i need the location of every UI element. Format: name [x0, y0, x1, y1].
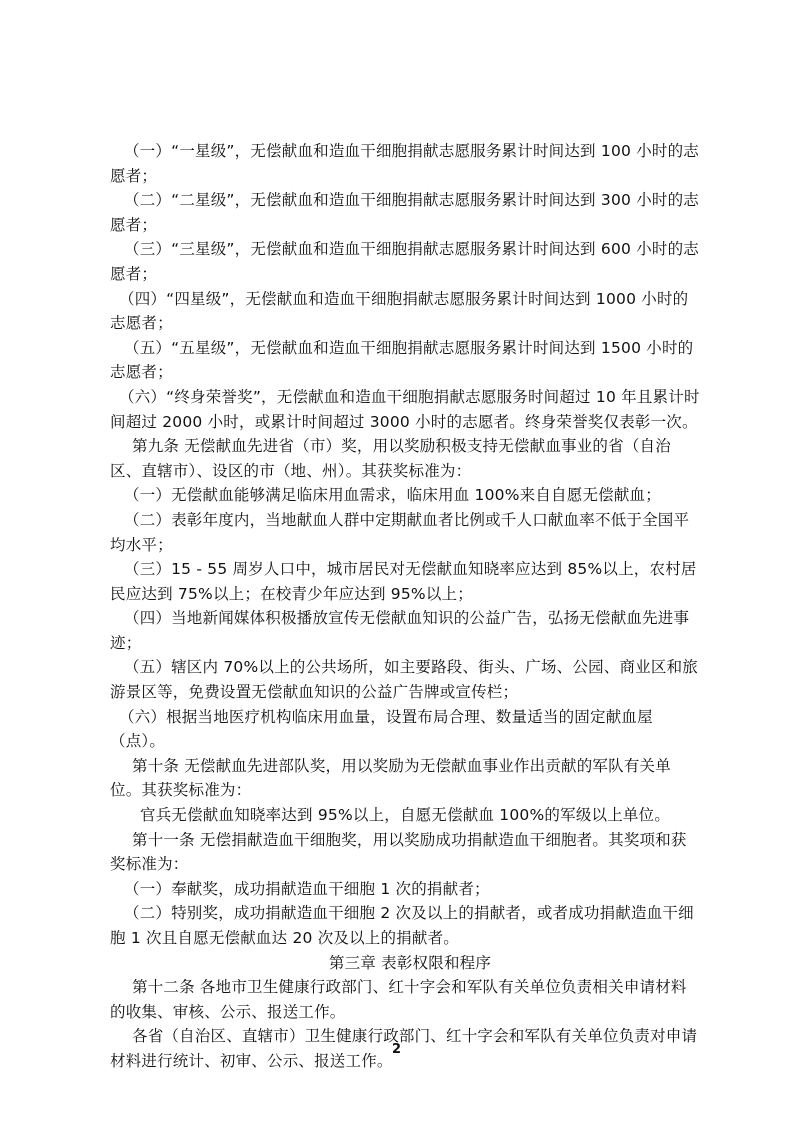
page-number: 2: [391, 1042, 402, 1057]
paragraph: （五）辖区内 70%以上的公共场所，如主要路段、街头、广场、公园、商业区和旅游景区等，免费设置无偿献血知识的公益广告牌或宣传栏；: [110, 658, 698, 702]
paragraph: （一）“一星级”，无偿献血和造血干细胞捐献志愿服务累计时间达到 100 小时的志愿者；: [110, 142, 700, 185]
paragraph: 第九条 无偿献血先进省（市）奖，用以奖励积极支持无偿献血事业的省（自治区、直辖市）、设区的市（地、州）。其获奖标准为：: [110, 437, 671, 480]
paragraph: 各省（自治区、直辖市）卫生健康行政部门、红十字会和军队有关单位负责对申请材料进行统计、初审、公示、报送工作。: [110, 1027, 698, 1070]
paragraph: （二）特别奖，成功捐献造血干细胞 2 次及以上的捐献者，或者成功捐献造血干细胞 1 次且自愿无偿献血达 20 次及以上的捐献者。: [110, 904, 694, 947]
document-body: [110, 139, 700, 1074]
paragraph: （四）“四星级”，无偿献血和造血干细胞捐献志愿服务累计时间达到 1000 小时的志愿者；: [110, 289, 689, 333]
paragraph: （三）15 - 55 周岁人口中，城市居民对无偿献血知晓率应达到 85%以上，农村居民应达到 75%以上；在校青少年应达到 95%以上；: [110, 560, 697, 603]
paragraph: （二）表彰年度内，当地献血人群中定期献血者比例或千人口献血率不低于全国平均水平；: [110, 510, 690, 554]
chapter-title: 第三章 表彰权限和程序: [328, 953, 492, 972]
paragraph: （五）“五星级”，无偿献血和造血干细胞捐献志愿服务累计时间达到 1500 小时的志愿者；: [110, 338, 694, 382]
paragraph: （一）奉献奖，成功捐献造血干细胞 1 次的捐献者；: [124, 879, 490, 898]
paragraph: （三）“三星级”，无偿献血和造血干细胞捐献志愿服务累计时间达到 600 小时的志愿者；: [110, 240, 700, 283]
paragraph: （六）根据当地医疗机构临床用血量，设置布局合理、数量适当的固定献血屋（点）。: [110, 707, 653, 751]
paragraph: （二）“二星级”，无偿献血和造血干细胞捐献志愿服务累计时间达到 300 小时的志愿者；: [110, 191, 700, 234]
paragraph: 第十二条 各地市卫生健康行政部门、红十字会和军队有关单位负责相关申请材料的收集、审核、公示、报送工作。: [110, 978, 687, 1021]
paragraph: 官兵无偿献血知晓率达到 95%以上，自愿无偿献血 100%的军级以上单位。: [140, 806, 671, 825]
paragraph: 第十一条 无偿捐献造血干细胞奖，用以奖励成功捐献造血干细胞者。其奖项和获奖标准为：: [110, 830, 687, 874]
paragraph: （一）无偿献血能够满足临床用血需求，临床用血 100%来自自愿无偿献血；: [124, 486, 661, 505]
paragraph: 第十条 无偿献血先进部队奖，用以奖励为无偿献血事业作出贡献的军队有关单位。其获奖标准为：: [110, 756, 671, 800]
paragraph: （四）当地新闻媒体积极播放宣传无偿献血知识的公益广告，弘扬无偿献血先进事迹；: [110, 609, 690, 652]
paragraph: （六）“终身荣誉奖”，无偿献血和造血干细胞捐献志愿服务时间超过 10 年且累计时间超过 2000 小时，或累计时间超过 3000 小时的志愿者。终身荣誉奖仅表彰一次。: [110, 387, 700, 431]
